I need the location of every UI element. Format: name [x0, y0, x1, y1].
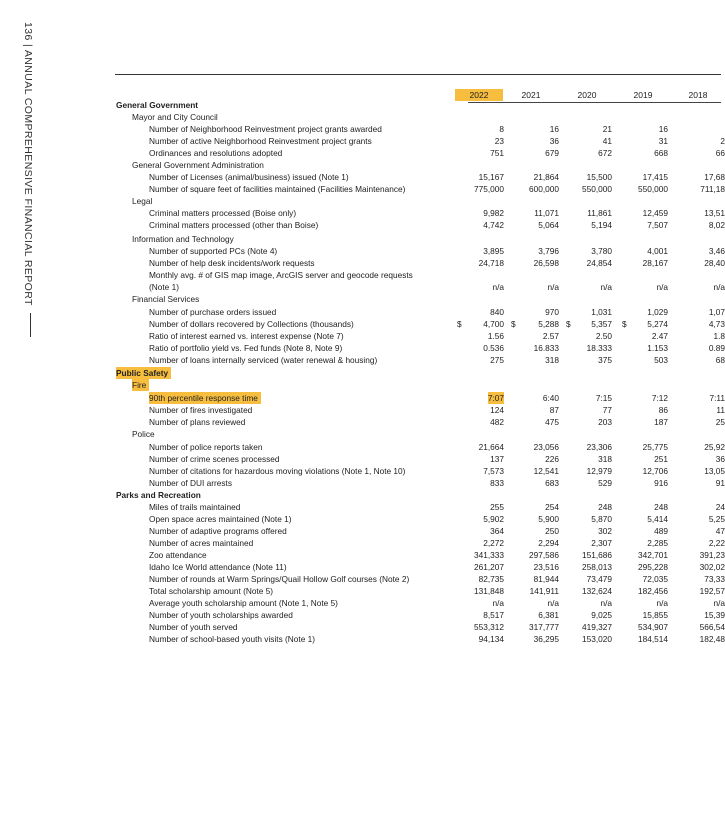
cell-2020: 77 [602, 405, 612, 415]
cell-2018: 711,18 [700, 184, 725, 194]
cell-2018: 302,02 [699, 562, 725, 572]
table-row [0, 465, 725, 477]
cell-2021: 36 [549, 136, 559, 146]
cell-2018: 36 [715, 454, 725, 464]
cell-2022: 7:07 [487, 393, 504, 403]
year-2022: 2022 [455, 89, 503, 101]
cell-2022: 8 [499, 124, 504, 134]
cell-2019: 2,285 [647, 538, 668, 548]
cell-2021: 683 [545, 478, 559, 488]
cell-2018: 73,33 [704, 574, 725, 584]
row-label: Number of square feet of facilities maintained (Facilities Maintenance) [149, 184, 406, 194]
cell-2020: 5,870 [591, 514, 612, 524]
cell-2020: 419,327 [582, 622, 612, 632]
cell-2021: 6:40 [542, 393, 559, 403]
cell-2018: 8,02 [708, 220, 725, 230]
cell-2019: 668 [654, 148, 668, 158]
cell-2021: n/a [547, 282, 559, 292]
cell-2021: 318 [545, 355, 559, 365]
table-row [0, 245, 725, 257]
cell-2019: 25,775 [642, 442, 668, 452]
cell-2018: 2 [720, 136, 725, 146]
row-label: Number of acres maintained [149, 538, 254, 548]
category-heading [0, 233, 721, 245]
cell-2020: 550,000 [582, 184, 612, 194]
cell-2022: n/a [492, 282, 504, 292]
cell-2020: 3,780 [591, 246, 612, 256]
section-heading [0, 99, 721, 111]
cell-2021: 23,056 [533, 442, 559, 452]
cell-2020: 1,031 [591, 307, 612, 317]
year-2019: 2019 [633, 90, 653, 100]
cell-2022: 3,895 [483, 246, 504, 256]
row-label: General Government Administration [132, 160, 264, 170]
row-label: Financial Services [132, 294, 200, 304]
cell-2019: n/a [656, 598, 668, 608]
row-label: Number of school-based youth visits (Note 1) [149, 634, 316, 644]
cell-2022: 21,664 [478, 442, 504, 452]
cell-2020: 5,194 [591, 220, 612, 230]
cell-2022: 124 [490, 405, 504, 415]
cell-2020: 302 [598, 526, 612, 536]
cell-2019: 2.47 [651, 331, 668, 341]
cell-2021: 475 [545, 417, 559, 427]
row-label: General Government [116, 100, 199, 110]
cell-2021: 250 [545, 526, 559, 536]
cell-2021: 2,294 [538, 538, 559, 548]
table-row [0, 392, 725, 404]
table-row [0, 585, 725, 597]
table-row [0, 219, 725, 231]
cell-2022: 4,700 [483, 319, 504, 329]
cell-2019: 916 [654, 478, 668, 488]
table-row [0, 573, 725, 585]
cell-2021: 297,586 [529, 550, 559, 560]
cell-2022: n/a [492, 598, 504, 608]
row-label: Number of Neighborhood Reinvestment project grants awarded [149, 124, 382, 134]
cell-2021: 81,944 [533, 574, 559, 584]
cell-2021: 141,911 [529, 586, 559, 596]
row-label: Miles of trails maintained [149, 502, 241, 512]
cell-2018: 47 [715, 526, 725, 536]
cell-2020: 153,020 [582, 634, 612, 644]
cell-2020: 15,500 [586, 172, 612, 182]
row-label: Ordinances and resolutions adopted [149, 148, 283, 158]
row-label: Mayor and City Council [132, 112, 218, 122]
cell-2021: 12,541 [533, 466, 559, 476]
table-row [0, 549, 725, 561]
category-heading [0, 379, 721, 391]
row-label: (Note 1) [149, 282, 179, 292]
section-heading [0, 367, 721, 379]
row-label: Legal [132, 196, 153, 206]
table-row [0, 207, 725, 219]
table-row [0, 330, 725, 342]
row-label: Ratio of interest earned vs. interest expense (Note 7) [149, 331, 344, 341]
cell-2019: 182,456 [638, 586, 668, 596]
cell-2021: 5,064 [538, 220, 559, 230]
cell-2018: 15,39 [704, 610, 725, 620]
row-label: Number of rounds at Warm Springs/Quail Hollow Golf courses (Note 2) [149, 574, 410, 584]
cell-2021: 5,288 [538, 319, 559, 329]
cell-2022: 24,718 [478, 258, 504, 268]
cell-2018: 13,51 [704, 208, 725, 218]
cell-2018: 25 [715, 417, 725, 427]
cell-2018: 566,54 [699, 622, 725, 632]
cell-2020: 2.50 [595, 331, 612, 341]
cell-2018: 1,07 [708, 307, 725, 317]
cell-2019: 16 [658, 124, 668, 134]
row-label: Number of purchase orders issued [149, 307, 277, 317]
table-row [0, 621, 725, 633]
row-label: Total scholarship amount (Note 5) [149, 586, 274, 596]
cell-2019: 184,514 [638, 634, 668, 644]
cell-2022: 2,272 [483, 538, 504, 548]
cell-2022: 364 [490, 526, 504, 536]
year-2018: 2018 [688, 90, 708, 100]
cell-2022: 137 [490, 454, 504, 464]
cell-2021: 254 [545, 502, 559, 512]
cell-2020: n/a [600, 598, 612, 608]
row-label: Number of DUI arrests [149, 478, 232, 488]
cell-2019: 251 [654, 454, 668, 464]
cell-2019: 5,274 [647, 319, 668, 329]
cell-2019: 5,414 [647, 514, 668, 524]
cell-2020: 23,306 [586, 442, 612, 452]
table-row [0, 306, 725, 318]
cell-2018: 91 [715, 478, 725, 488]
cell-2020: 672 [598, 148, 612, 158]
cell-2018: 66 [715, 148, 725, 158]
cell-2020: 151,686 [582, 550, 612, 560]
cell-2021: 6,381 [538, 610, 559, 620]
table-row [0, 477, 725, 489]
cell-2022: 82,735 [478, 574, 504, 584]
row-label: Average youth scholarship amount (Note 1, Note 5) [149, 598, 338, 608]
table-row [0, 561, 725, 573]
cell-2018: 182,48 [699, 634, 725, 644]
table-row [0, 537, 725, 549]
cell-2019: 17,415 [642, 172, 668, 182]
cell-2021: 23,516 [533, 562, 559, 572]
cell-2018: 2,22 [708, 538, 725, 548]
cell-2021: 2.57 [542, 331, 559, 341]
cell-2020: 5,357 [591, 319, 612, 329]
row-label: Number of active Neighborhood Reinvestment project grants [149, 136, 372, 146]
table-row [0, 404, 725, 416]
row-label: Idaho Ice World attendance (Note 11) [149, 562, 287, 572]
cell-2018: 17,68 [704, 172, 725, 182]
cell-2018: 28,40 [704, 258, 725, 268]
cell-2021: 11,071 [534, 208, 559, 218]
row-label: Number of plans reviewed [149, 417, 246, 427]
row-label: Fire [132, 379, 149, 391]
cell-2019: 12,706 [642, 466, 668, 476]
cell-2022: 0.536 [483, 343, 504, 353]
cell-2020: 21 [602, 124, 612, 134]
table-row [0, 354, 725, 366]
cell-2020: n/a [600, 282, 612, 292]
table-row [0, 609, 725, 621]
table-row [0, 269, 721, 281]
cell-2021: 679 [545, 148, 559, 158]
cell-2022: 9,982 [483, 208, 504, 218]
cell-2020: 203 [598, 417, 612, 427]
row-label: Police [132, 429, 155, 439]
cell-2022: 94,134 [478, 634, 504, 644]
cell-2022: 8,517 [483, 610, 504, 620]
cell-2019: 15,855 [642, 610, 668, 620]
cell-2021: 3,796 [538, 246, 559, 256]
table-row [0, 135, 725, 147]
cell-2019: 7,507 [647, 220, 668, 230]
cell-2022: 15,167 [478, 172, 504, 182]
cell-2021: 5,900 [538, 514, 559, 524]
cell-2018: 13,05 [704, 466, 725, 476]
cell-2020: 529 [598, 478, 612, 488]
cell-2021: 36,295 [533, 634, 559, 644]
category-heading [0, 159, 721, 171]
cell-2018: 68 [715, 355, 725, 365]
cell-2020: 7:15 [595, 393, 612, 403]
year-2020: 2020 [577, 90, 597, 100]
cell-2018: 24 [715, 502, 725, 512]
category-heading [0, 195, 721, 207]
cell-2021: 21,864 [533, 172, 559, 182]
cell-2020: 248 [598, 502, 612, 512]
cell-2022: 1.56 [487, 331, 504, 341]
row-label: Ratio of portfolio yield vs. Fed funds (Note 8, Note 9) [149, 343, 343, 353]
table-row [0, 171, 725, 183]
cell-2019: 295,228 [638, 562, 668, 572]
cell-2022: 775,000 [474, 184, 504, 194]
row-label: Number of police reports taken [149, 442, 263, 452]
cell-2022: 7,573 [483, 466, 504, 476]
row-label: Number of loans internally serviced (water renewal & housing) [149, 355, 378, 365]
cell-2020: 11,861 [587, 208, 612, 218]
cell-2022: 23 [494, 136, 504, 146]
cell-2021: 970 [545, 307, 559, 317]
cell-2019: 503 [654, 355, 668, 365]
cell-2022: 482 [490, 417, 504, 427]
table-row [0, 501, 725, 513]
table-row [0, 525, 725, 537]
cell-2019: 534,907 [638, 622, 668, 632]
table-row [0, 318, 725, 330]
cell-2022: 275 [490, 355, 504, 365]
row-label: Public Safety [116, 367, 171, 379]
dollar-sign: $ [457, 319, 462, 329]
cell-2019: 1.153 [647, 343, 668, 353]
category-heading [0, 428, 721, 440]
cell-2018: 5,25 [708, 514, 725, 524]
cell-2020: 24,854 [586, 258, 612, 268]
row-label: Criminal matters processed (other than Boise) [149, 220, 319, 230]
cell-2020: 132,624 [582, 586, 612, 596]
row-label: Parks and Recreation [116, 490, 201, 500]
cell-2021: n/a [547, 598, 559, 608]
category-heading [0, 293, 721, 305]
cell-2019: 187 [654, 417, 668, 427]
row-label: Number of youth served [149, 622, 238, 632]
row-label: Information and Technology [132, 234, 234, 244]
row-label: Number of crime scenes processed [149, 454, 280, 464]
table-row [0, 147, 725, 159]
table-row [0, 633, 725, 645]
row-label: Open space acres maintained (Note 1) [149, 514, 292, 524]
year-2021: 2021 [521, 90, 541, 100]
cell-2022: 4,742 [483, 220, 504, 230]
cell-2019: 86 [658, 405, 668, 415]
row-label: Monthly avg. # of GIS map image, ArcGIS server and geocode requests [149, 270, 413, 280]
cell-2019: 550,000 [638, 184, 668, 194]
cell-2020: 258,013 [582, 562, 612, 572]
row-label: Criminal matters processed (Boise only) [149, 208, 297, 218]
cell-2019: 342,701 [638, 550, 668, 560]
section-heading [0, 489, 721, 501]
row-label: Number of Licenses (animal/business) issued (Note 1) [149, 172, 349, 182]
cell-2022: 341,333 [474, 550, 504, 560]
cell-2020: 9,025 [591, 610, 612, 620]
cell-2021: 16.833 [533, 343, 559, 353]
cell-2019: 7:12 [651, 393, 668, 403]
cell-2019: 489 [654, 526, 668, 536]
table-row [0, 342, 725, 354]
row-label: Number of youth scholarships awarded [149, 610, 293, 620]
cell-2022: 255 [490, 502, 504, 512]
cell-2019: n/a [656, 282, 668, 292]
dollar-sign: $ [511, 319, 516, 329]
row-label: Number of fires investigated [149, 405, 253, 415]
cell-2018: 192,57 [699, 586, 725, 596]
cell-2019: 31 [658, 136, 668, 146]
cell-2022: 553,312 [474, 622, 504, 632]
row-label: Number of adaptive programs offered [149, 526, 287, 536]
cell-2021: 317,777 [529, 622, 559, 632]
cell-2019: 28,167 [642, 258, 668, 268]
cell-2022: 833 [490, 478, 504, 488]
cell-2019: 4,001 [647, 246, 668, 256]
table-row [0, 257, 725, 269]
table-row [0, 597, 725, 609]
cell-2018: 25,92 [704, 442, 725, 452]
cell-2021: 26,598 [533, 258, 559, 268]
cell-2022: 751 [490, 148, 504, 158]
cell-2019: 1,029 [647, 307, 668, 317]
cell-2018: 3,46 [708, 246, 725, 256]
table-row [0, 416, 725, 428]
cell-2018: 4,73 [708, 319, 725, 329]
dollar-sign: $ [566, 319, 571, 329]
category-heading [0, 111, 721, 123]
cell-2020: 12,979 [586, 466, 612, 476]
table-row [0, 183, 725, 195]
cell-2022: 840 [490, 307, 504, 317]
top-rule [115, 74, 721, 75]
cell-2021: 16 [549, 124, 559, 134]
table-row [0, 281, 725, 293]
table-row [0, 123, 721, 135]
row-label: Number of dollars recovered by Collections (thousands) [149, 319, 354, 329]
row-label: Number of citations for hazardous moving violations (Note 1, Note 10) [149, 466, 406, 476]
side-title-text: 136 | ANNUAL COMPREHENSIVE FINANCIAL REPORT [22, 22, 34, 306]
cell-2020: 41 [602, 136, 612, 146]
cell-2019: 12,459 [642, 208, 668, 218]
cell-2021: 600,000 [529, 184, 559, 194]
cell-2021: 226 [545, 454, 559, 464]
row-label: 90th percentile response time [149, 392, 261, 404]
cell-2018: 0.89 [708, 343, 725, 353]
cell-2022: 261,207 [474, 562, 504, 572]
cell-2020: 318 [598, 454, 612, 464]
cell-2018: 1.8 [713, 331, 725, 341]
cell-2018: n/a [713, 282, 725, 292]
cell-2018: 7:11 [709, 393, 725, 403]
cell-2019: 248 [654, 502, 668, 512]
cell-2018: 391,23 [699, 550, 725, 560]
row-label: Number of help desk incidents/work requests [149, 258, 315, 268]
table-row [0, 453, 725, 465]
row-label: Number of supported PCs (Note 4) [149, 246, 278, 256]
dollar-sign: $ [622, 319, 627, 329]
table-row [0, 513, 725, 525]
cell-2020: 375 [598, 355, 612, 365]
table-row [0, 441, 725, 453]
cell-2018: n/a [713, 598, 725, 608]
cell-2018: 11 [716, 405, 725, 415]
cell-2022: 5,902 [483, 514, 504, 524]
cell-2020: 18.333 [586, 343, 612, 353]
cell-2022: 131,848 [474, 586, 504, 596]
cell-2020: 73,479 [586, 574, 612, 584]
cell-2020: 2,307 [591, 538, 612, 548]
cell-2021: 87 [549, 405, 559, 415]
row-label: Zoo attendance [149, 550, 207, 560]
cell-2019: 72,035 [642, 574, 668, 584]
